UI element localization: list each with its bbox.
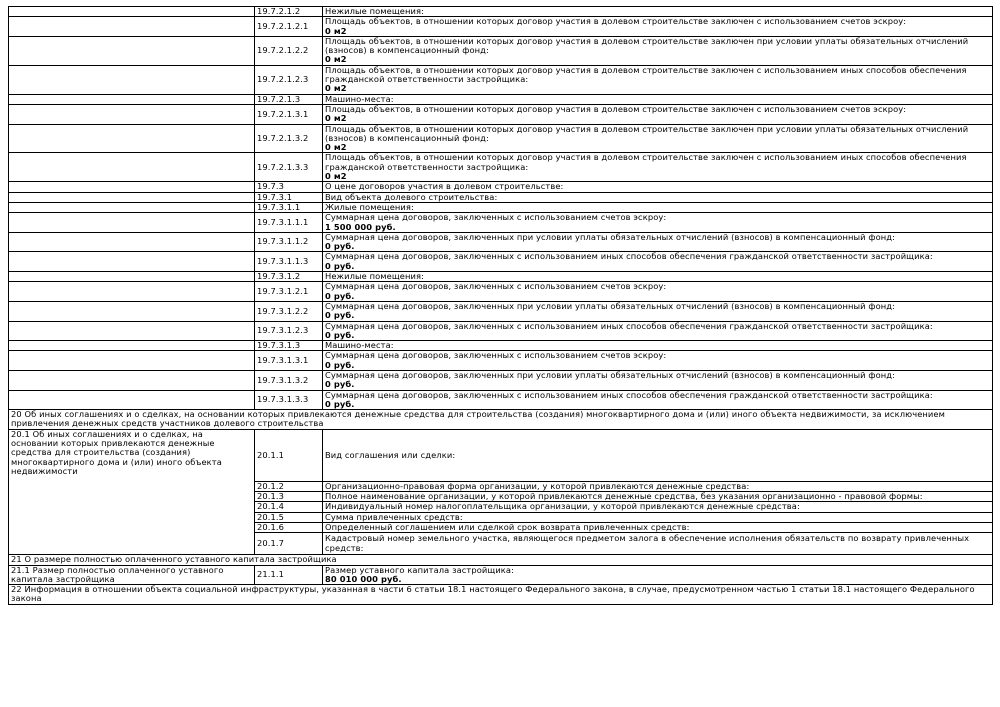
row-code: 19.7.3.1.2.2: [255, 301, 323, 321]
row-text: Машино-места:: [325, 94, 394, 104]
row-label: [9, 104, 255, 124]
row-code: 19.7.3.1.2.3: [255, 321, 323, 341]
row-label: [9, 321, 255, 341]
row-label: [9, 301, 255, 321]
table-row: [9, 272, 993, 282]
row-label: [9, 17, 255, 37]
row-text: Суммарная цена договоров, заключенных при условии уплаты обязательных отчислений (взносов) в компенсационный фонд:: [325, 232, 896, 242]
row-text-cell: [323, 94, 993, 104]
row-text-cell: [323, 370, 993, 390]
row-label: [9, 370, 255, 390]
row-value: 0 м2: [325, 83, 347, 94]
row-value: 0 м2: [325, 171, 347, 182]
row-code: 19.7.2.1.2.1: [255, 17, 323, 37]
row-value: 0 руб.: [325, 359, 355, 370]
table-row: [9, 124, 993, 153]
row-text: Суммарная цена договоров, заключенных при условии уплаты обязательных отчислений (взносов) в компенсационный фонд:: [325, 370, 896, 380]
row-label: [9, 182, 255, 192]
row-value: 0 руб.: [325, 241, 355, 252]
row-text-cell: [323, 36, 993, 65]
row-label: [9, 232, 255, 252]
section-22-header: 22 Информация в отношении объекта социальной инфраструктуры, указанная в части 6 статьи 18.1 настоящего Федерального закона, в случае, предусмотренном частью 1 статьи 18.1 настоящего Федерального закона: [9, 585, 993, 605]
row-text: Нежилые помещения:: [325, 271, 424, 282]
row-code: 19.7.3: [255, 182, 323, 192]
row-text-cell: [323, 65, 993, 94]
row-text: Нежилые помещения:: [325, 6, 424, 16]
row-text: О цене договоров участия в долевом строительстве:: [325, 181, 564, 192]
table-row: [9, 182, 993, 192]
row-text: Суммарная цена договоров, заключенных с использованием счетов эскроу:: [325, 281, 667, 292]
row-text-cell: [323, 202, 993, 212]
table-row: [9, 104, 993, 124]
row-value: 0 руб.: [325, 398, 355, 409]
table-row: [9, 36, 993, 65]
row-code: 19.7.2.1.2: [255, 7, 323, 17]
row-label: [9, 94, 255, 104]
row-text-cell: [323, 252, 993, 272]
table-row: [9, 94, 993, 104]
row-label: [9, 272, 255, 282]
table-row: [9, 252, 993, 272]
row-code: 19.7.3.1: [255, 192, 323, 202]
table-row: [9, 7, 993, 17]
row-label: [9, 65, 255, 94]
row-code: 19.7.2.1.3.2: [255, 124, 323, 153]
table-row: [9, 301, 993, 321]
row-label: [9, 124, 255, 153]
table-row: [9, 429, 993, 481]
table-row: [9, 213, 993, 233]
row-code: 20.1.1: [255, 429, 323, 481]
row-code: 20.1.4: [255, 502, 323, 512]
row-value: 0 м2: [325, 54, 347, 65]
row-code: 20.1.5: [255, 512, 323, 522]
row-text: Индивидуальный номер налогоплательщика организации, у которой привлекаются денежные средства:: [323, 502, 993, 512]
row-text: Машино-места:: [325, 340, 394, 351]
row-code: 19.7.3.1.2.1: [255, 282, 323, 302]
table-row: [9, 321, 993, 341]
row-code: 19.7.3.1.3.2: [255, 370, 323, 390]
row-code: 19.7.2.1.2.2: [255, 36, 323, 65]
row-text: Вид соглашения или сделки:: [323, 429, 993, 481]
row-text-cell: [323, 213, 993, 233]
row-value: 0 м2: [325, 142, 347, 153]
row-text: Вид объекта долевого строительства:: [325, 192, 498, 202]
section-20-header: 20 Об иных соглашениях и о сделках, на основании которых привлекаются денежные средства для строительства (создания) многоквартирного дома и (или) иного объекта недвижимости, за исключением привлечения денежных средств участников долевого строительства: [9, 410, 993, 430]
row-text-cell: [323, 282, 993, 302]
row-text: Площадь объектов, в отношении которых договор участия в долевом строительстве заключен при условии уплаты обязательных отчислений (взносов) в компенсационный фонд:: [325, 36, 969, 56]
row-label: [9, 341, 255, 351]
row-text-cell: [323, 232, 993, 252]
row-code: 19.7.2.1.3.1: [255, 104, 323, 124]
row-value: 0 руб.: [325, 310, 355, 321]
row-text: Размер уставного капитала застройщика:: [325, 565, 514, 575]
table-row: [9, 65, 993, 94]
row-text-cell: [323, 182, 993, 192]
row-value: 0 руб.: [325, 329, 355, 340]
row-text-cell: [323, 565, 993, 585]
row-text-cell: [323, 390, 993, 410]
row-label: [9, 202, 255, 212]
section-19-rows: [9, 7, 993, 410]
row-text-cell: [323, 272, 993, 282]
row-text: Суммарная цена договоров, заключенных с использованием счетов эскроу:: [325, 212, 667, 223]
row-code: 19.7.2.1.3.3: [255, 153, 323, 182]
section-21: [9, 555, 993, 585]
row-code: 19.7.3.1.3: [255, 341, 323, 351]
row-value: 0 руб.: [325, 290, 355, 301]
section-21-header: 21 О размере полностью оплаченного уставного капитала застройщика: [9, 555, 993, 565]
row-text-cell: [323, 192, 993, 202]
row-code: 19.7.3.1.1.3: [255, 252, 323, 272]
row-text-cell: [323, 104, 993, 124]
row-label: [9, 7, 255, 17]
section-21-group-label: 21.1 Размер полностью оплаченного уставного капитала застройщика: [9, 565, 255, 585]
row-text: Определенный соглашением или сделкой срок возврата привлеченных средств:: [323, 522, 993, 532]
row-text: Полное наименование организации, у которой привлекаются денежные средства, без указания организационно - правовой формы:: [323, 492, 993, 502]
row-label: [9, 390, 255, 410]
row-text-cell: [323, 341, 993, 351]
row-text-cell: [323, 301, 993, 321]
table-row: [9, 202, 993, 212]
row-code: 19.7.2.1.2.3: [255, 65, 323, 94]
row-text: Сумма привлеченных средств:: [323, 512, 993, 522]
row-value: 1 500 000 руб.: [325, 221, 396, 232]
row-value: 0 м2: [325, 113, 347, 124]
row-text: Площадь объектов, в отношении которых договор участия в долевом строительстве заключен при условии уплаты обязательных отчислений (взносов) в компенсационный фонд:: [325, 124, 969, 143]
row-code: 19.7.3.1.1.2: [255, 232, 323, 252]
row-text: Кадастровый номер земельного участка, являющегося предметом залога в обеспечение исполнения обязательств по возврату привлеченных средств:: [323, 533, 993, 555]
table-row: [9, 282, 993, 302]
table-row: [9, 192, 993, 202]
section-21-header-row: [9, 555, 993, 565]
row-value: 0 м2: [325, 25, 347, 36]
table-row: [9, 565, 993, 585]
row-text: Жилые помещения:: [325, 202, 414, 212]
row-text-cell: [323, 351, 993, 371]
row-text: Суммарная цена договоров, заключенных с использованием иных способов обеспечения гражданской ответственности застройщика:: [325, 390, 933, 400]
row-code: 19.7.2.1.3: [255, 94, 323, 104]
row-label: [9, 36, 255, 65]
section-22-header-row: [9, 585, 993, 605]
row-code: 19.7.3.1.2: [255, 272, 323, 282]
row-value: 80 010 000 руб.: [325, 573, 402, 584]
section-22: [9, 585, 993, 605]
row-code: 20.1.3: [255, 492, 323, 502]
row-text: Суммарная цена договоров, заключенных с использованием иных способов обеспечения гражданской ответственности застройщика:: [325, 321, 933, 331]
row-label: [9, 351, 255, 371]
row-text: Суммарная цена договоров, заключенных с использованием счетов эскроу:: [325, 350, 667, 361]
row-text: Суммарная цена договоров, заключенных при условии уплаты обязательных отчислений (взносов) в компенсационный фонд:: [325, 301, 896, 311]
row-text-cell: [323, 321, 993, 341]
table-row: [9, 341, 993, 351]
section-20-group-label: 20.1 Об иных соглашениях и о сделках, на основании которых привлекаются денежные средства для строительства (создания) многоквартирного дома и (или) иного объекта недвижимости: [9, 429, 255, 554]
row-label: [9, 213, 255, 233]
row-label: [9, 282, 255, 302]
table-row: [9, 390, 993, 410]
row-code: 19.7.3.1.3.1: [255, 351, 323, 371]
row-text: Площадь объектов, в отношении которых договор участия в долевом строительстве заключен с использованием иных способов обеспечения гражданской ответственности застройщика:: [325, 65, 967, 85]
row-code: 19.7.3.1.1.1: [255, 213, 323, 233]
row-text: Площадь объектов, в отношении которых договор участия в долевом строительстве заключен с использованием иных способов обеспечения гражданской ответственности застройщика:: [325, 152, 967, 172]
section-20: [9, 410, 993, 555]
declaration-table: [8, 6, 993, 605]
row-text: Площадь объектов, в отношении которых договор участия в долевом строительстве заключен с использованием счетов эскроу:: [325, 16, 907, 27]
row-value: 0 руб.: [325, 379, 355, 390]
row-value: 0 руб.: [325, 260, 355, 271]
row-text-cell: [323, 153, 993, 182]
row-text: Организационно-правовая форма организации, у которой привлекаются денежные средства:: [323, 481, 993, 491]
row-code: 19.7.3.1.1: [255, 202, 323, 212]
row-code: 20.1.2: [255, 481, 323, 491]
row-code: 19.7.3.1.3.3: [255, 390, 323, 410]
row-code: 21.1.1: [255, 565, 323, 585]
row-label: [9, 153, 255, 182]
row-text-cell: [323, 124, 993, 153]
table-row: [9, 351, 993, 371]
row-text: Суммарная цена договоров, заключенных с использованием иных способов обеспечения гражданской ответственности застройщика:: [325, 251, 933, 262]
row-text-cell: [323, 7, 993, 17]
row-label: [9, 252, 255, 272]
table-row: [9, 232, 993, 252]
section-20-header-row: [9, 410, 993, 430]
table-row: [9, 153, 993, 182]
row-text-cell: [323, 17, 993, 37]
table-row: [9, 370, 993, 390]
row-code: 20.1.6: [255, 522, 323, 532]
row-text: Площадь объектов, в отношении которых договор участия в долевом строительстве заключен с использованием счетов эскроу:: [325, 104, 907, 114]
row-code: 20.1.7: [255, 533, 323, 555]
table-row: [9, 17, 993, 37]
row-label: [9, 192, 255, 202]
